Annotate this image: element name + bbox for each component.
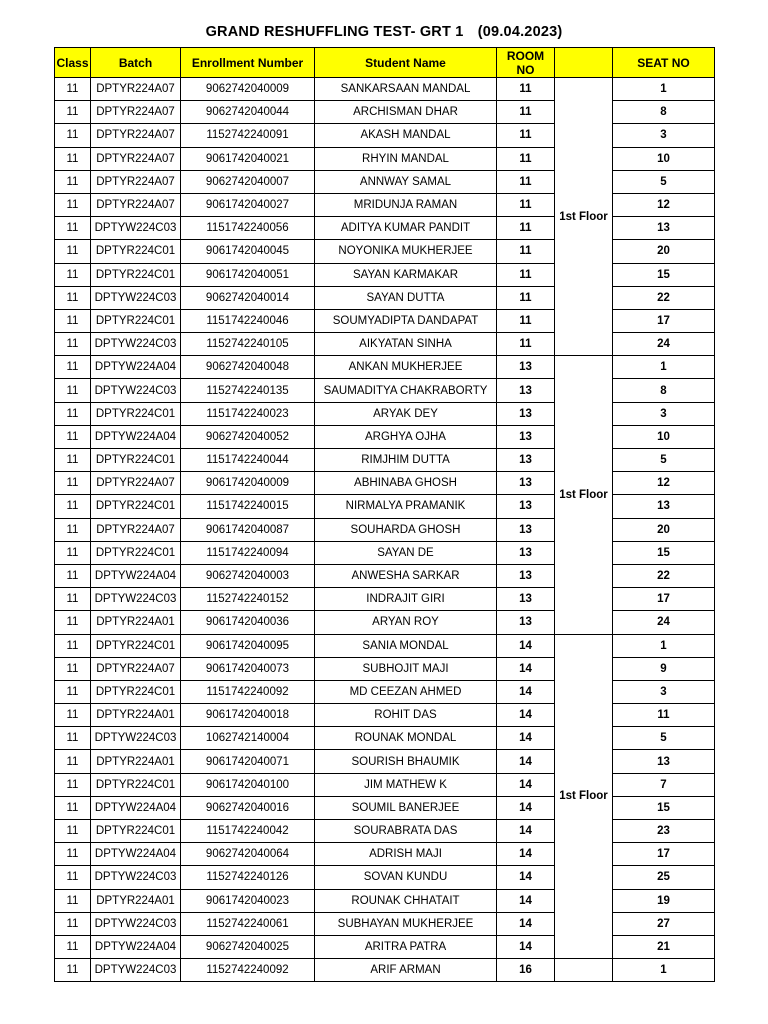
cell-room-no: 14 — [497, 657, 555, 680]
cell-student-name: SAYAN DUTTA — [315, 286, 497, 309]
cell-room-no: 11 — [497, 101, 555, 124]
cell-batch: DPTYW224C03 — [91, 379, 181, 402]
cell-class: 11 — [55, 912, 91, 935]
cell-class: 11 — [55, 889, 91, 912]
cell-batch: DPTYR224A07 — [91, 657, 181, 680]
cell-enrollment-number: 9061742040051 — [181, 263, 315, 286]
cell-enrollment-number: 1152742240091 — [181, 124, 315, 147]
cell-class: 11 — [55, 101, 91, 124]
cell-student-name: ANWESHA SARKAR — [315, 564, 497, 587]
cell-class: 11 — [55, 124, 91, 147]
table-row — [55, 379, 715, 402]
cell-batch: DPTYR224C01 — [91, 263, 181, 286]
cell-seat-no: 5 — [613, 449, 715, 472]
cell-seat-no: 24 — [613, 333, 715, 356]
cell-floor: 1st Floor — [555, 356, 613, 634]
cell-class: 11 — [55, 402, 91, 425]
cell-batch: DPTYW224C03 — [91, 959, 181, 982]
cell-enrollment-number: 1151742240046 — [181, 309, 315, 332]
cell-student-name: JIM MATHEW K — [315, 773, 497, 796]
cell-student-name: ANKAN MUKHERJEE — [315, 356, 497, 379]
cell-seat-no: 1 — [613, 634, 715, 657]
cell-batch: DPTYW224A04 — [91, 564, 181, 587]
cell-student-name: SAYAN DE — [315, 541, 497, 564]
cell-seat-no: 1 — [613, 959, 715, 982]
cell-room-no: 14 — [497, 680, 555, 703]
table-row — [55, 820, 715, 843]
cell-seat-no: 3 — [613, 680, 715, 703]
cell-class: 11 — [55, 217, 91, 240]
cell-student-name: RIMJHIM DUTTA — [315, 449, 497, 472]
cell-seat-no: 5 — [613, 727, 715, 750]
cell-seat-no: 10 — [613, 147, 715, 170]
table-row — [55, 889, 715, 912]
cell-seat-no: 27 — [613, 912, 715, 935]
cell-room-no: 11 — [497, 170, 555, 193]
table-row — [55, 286, 715, 309]
header-student-name: Student Name — [315, 48, 497, 78]
header-enrollment-number: Enrollment Number — [181, 48, 315, 78]
cell-student-name: AKASH MANDAL — [315, 124, 497, 147]
cell-batch: DPTYR224A01 — [91, 704, 181, 727]
cell-enrollment-number: 9061742040018 — [181, 704, 315, 727]
cell-seat-no: 20 — [613, 240, 715, 263]
cell-class: 11 — [55, 704, 91, 727]
table-row — [55, 217, 715, 240]
cell-enrollment-number: 9061742040100 — [181, 773, 315, 796]
table-row — [55, 704, 715, 727]
cell-room-no: 11 — [497, 193, 555, 216]
cell-room-no: 16 — [497, 959, 555, 982]
cell-class: 11 — [55, 843, 91, 866]
cell-batch: DPTYW224C03 — [91, 217, 181, 240]
cell-batch: DPTYW224A04 — [91, 425, 181, 448]
cell-enrollment-number: 1152742240152 — [181, 588, 315, 611]
cell-class: 11 — [55, 657, 91, 680]
cell-enrollment-number: 1062742140004 — [181, 727, 315, 750]
cell-batch: DPTYR224A07 — [91, 518, 181, 541]
cell-room-no: 11 — [497, 333, 555, 356]
cell-seat-no: 11 — [613, 704, 715, 727]
cell-enrollment-number: 1152742240092 — [181, 959, 315, 982]
table-row — [55, 472, 715, 495]
cell-enrollment-number: 9061742040045 — [181, 240, 315, 263]
cell-seat-no: 1 — [613, 356, 715, 379]
cell-class: 11 — [55, 333, 91, 356]
cell-enrollment-number: 1151742240092 — [181, 680, 315, 703]
cell-room-no: 14 — [497, 750, 555, 773]
cell-room-no: 13 — [497, 402, 555, 425]
cell-batch: DPTYR224C01 — [91, 449, 181, 472]
cell-student-name: SANIA MONDAL — [315, 634, 497, 657]
cell-student-name: SOUMYADIPTA DANDAPAT — [315, 309, 497, 332]
cell-batch: DPTYW224C03 — [91, 588, 181, 611]
cell-class: 11 — [55, 611, 91, 634]
cell-student-name: NOYONIKA MUKHERJEE — [315, 240, 497, 263]
cell-student-name: NIRMALYA PRAMANIK — [315, 495, 497, 518]
cell-class: 11 — [55, 472, 91, 495]
table-row — [55, 193, 715, 216]
cell-class: 11 — [55, 935, 91, 958]
table-body — [55, 78, 715, 982]
table-header-row — [55, 48, 715, 78]
table-row — [55, 309, 715, 332]
table-row — [55, 657, 715, 680]
cell-class: 11 — [55, 193, 91, 216]
cell-enrollment-number: 9062742040014 — [181, 286, 315, 309]
cell-room-no: 13 — [497, 611, 555, 634]
cell-batch: DPTYW224C03 — [91, 333, 181, 356]
table-row — [55, 866, 715, 889]
header-batch: Batch — [91, 48, 181, 78]
cell-seat-no: 12 — [613, 472, 715, 495]
cell-class: 11 — [55, 425, 91, 448]
title-date: (09.04.2023) — [477, 24, 563, 40]
cell-enrollment-number: 9061742040027 — [181, 193, 315, 216]
cell-student-name: ABHINABA GHOSH — [315, 472, 497, 495]
cell-seat-no: 15 — [613, 541, 715, 564]
table-row — [55, 240, 715, 263]
table-row — [55, 356, 715, 379]
cell-seat-no: 15 — [613, 796, 715, 819]
cell-seat-no: 20 — [613, 518, 715, 541]
cell-room-no: 11 — [497, 240, 555, 263]
cell-room-no: 13 — [497, 588, 555, 611]
cell-seat-no: 15 — [613, 263, 715, 286]
cell-room-no: 14 — [497, 634, 555, 657]
cell-student-name: ARCHISMAN DHAR — [315, 101, 497, 124]
cell-batch: DPTYR224C01 — [91, 309, 181, 332]
cell-room-no: 14 — [497, 820, 555, 843]
cell-enrollment-number: 9061742040023 — [181, 889, 315, 912]
cell-student-name: SUBHOJIT MAJI — [315, 657, 497, 680]
cell-room-no: 11 — [497, 147, 555, 170]
cell-class: 11 — [55, 750, 91, 773]
cell-class: 11 — [55, 866, 91, 889]
cell-enrollment-number: 9062742040025 — [181, 935, 315, 958]
cell-enrollment-number: 9061742040009 — [181, 472, 315, 495]
table-row — [55, 170, 715, 193]
cell-room-no: 13 — [497, 425, 555, 448]
cell-class: 11 — [55, 588, 91, 611]
table-row — [55, 796, 715, 819]
cell-room-no: 11 — [497, 124, 555, 147]
cell-class: 11 — [55, 727, 91, 750]
cell-class: 11 — [55, 147, 91, 170]
cell-seat-no: 17 — [613, 843, 715, 866]
cell-enrollment-number: 1152742240105 — [181, 333, 315, 356]
cell-seat-no: 24 — [613, 611, 715, 634]
cell-seat-no: 21 — [613, 935, 715, 958]
cell-student-name: AIKYATAN SINHA — [315, 333, 497, 356]
cell-seat-no: 25 — [613, 866, 715, 889]
cell-seat-no: 22 — [613, 286, 715, 309]
cell-batch: DPTYR224A07 — [91, 78, 181, 101]
cell-room-no: 14 — [497, 727, 555, 750]
cell-seat-no: 3 — [613, 124, 715, 147]
cell-class: 11 — [55, 634, 91, 657]
seat-allocation-table — [54, 47, 715, 982]
cell-class: 11 — [55, 309, 91, 332]
cell-enrollment-number: 9061742040021 — [181, 147, 315, 170]
table-row — [55, 634, 715, 657]
cell-room-no: 13 — [497, 495, 555, 518]
cell-student-name: ARGHYA OJHA — [315, 425, 497, 448]
cell-seat-no: 13 — [613, 495, 715, 518]
cell-student-name: MRIDUNJA RAMAN — [315, 193, 497, 216]
cell-enrollment-number: 9062742040048 — [181, 356, 315, 379]
cell-batch: DPTYW224A04 — [91, 796, 181, 819]
cell-enrollment-number: 9061742040036 — [181, 611, 315, 634]
cell-batch: DPTYW224A04 — [91, 935, 181, 958]
cell-room-no: 14 — [497, 843, 555, 866]
cell-seat-no: 13 — [613, 217, 715, 240]
cell-room-no: 11 — [497, 78, 555, 101]
cell-room-no: 11 — [497, 217, 555, 240]
table-row — [55, 449, 715, 472]
table-row — [55, 101, 715, 124]
table-row — [55, 680, 715, 703]
cell-student-name: SOVAN KUNDU — [315, 866, 497, 889]
cell-student-name: ROHIT DAS — [315, 704, 497, 727]
table-row — [55, 495, 715, 518]
cell-class: 11 — [55, 820, 91, 843]
cell-student-name: ROUNAK MONDAL — [315, 727, 497, 750]
cell-seat-no: 3 — [613, 402, 715, 425]
table-row — [55, 263, 715, 286]
cell-floor: 1st Floor — [555, 78, 613, 356]
cell-class: 11 — [55, 379, 91, 402]
cell-room-no: 14 — [497, 935, 555, 958]
cell-seat-no: 23 — [613, 820, 715, 843]
cell-floor — [555, 959, 613, 982]
cell-enrollment-number: 9062742040016 — [181, 796, 315, 819]
cell-batch: DPTYW224A04 — [91, 843, 181, 866]
table-row — [55, 611, 715, 634]
cell-class: 11 — [55, 495, 91, 518]
cell-enrollment-number: 9062742040052 — [181, 425, 315, 448]
cell-seat-no: 12 — [613, 193, 715, 216]
cell-batch: DPTYW224C03 — [91, 727, 181, 750]
cell-enrollment-number: 9061742040071 — [181, 750, 315, 773]
cell-enrollment-number: 1152742240135 — [181, 379, 315, 402]
cell-class: 11 — [55, 773, 91, 796]
cell-student-name: RHYIN MANDAL — [315, 147, 497, 170]
cell-enrollment-number: 1152742240061 — [181, 912, 315, 935]
cell-seat-no: 13 — [613, 750, 715, 773]
cell-batch: DPTYR224A01 — [91, 611, 181, 634]
cell-room-no: 11 — [497, 286, 555, 309]
cell-enrollment-number: 9062742040009 — [181, 78, 315, 101]
cell-student-name: ARITRA PATRA — [315, 935, 497, 958]
cell-room-no: 11 — [497, 263, 555, 286]
cell-room-no: 13 — [497, 541, 555, 564]
cell-student-name: SOUMIL BANERJEE — [315, 796, 497, 819]
cell-batch: DPTYR224C01 — [91, 402, 181, 425]
cell-batch: DPTYR224A01 — [91, 750, 181, 773]
cell-batch: DPTYR224A07 — [91, 170, 181, 193]
cell-student-name: SAYAN KARMAKAR — [315, 263, 497, 286]
cell-class: 11 — [55, 449, 91, 472]
cell-enrollment-number: 1151742240023 — [181, 402, 315, 425]
cell-student-name: ARYAK DEY — [315, 402, 497, 425]
cell-seat-no: 9 — [613, 657, 715, 680]
cell-room-no: 13 — [497, 564, 555, 587]
table-row — [55, 588, 715, 611]
cell-batch: DPTYR224A07 — [91, 101, 181, 124]
cell-student-name: ROUNAK CHHATAIT — [315, 889, 497, 912]
cell-class: 11 — [55, 518, 91, 541]
cell-student-name: ADRISH MAJI — [315, 843, 497, 866]
cell-seat-no: 10 — [613, 425, 715, 448]
cell-class: 11 — [55, 680, 91, 703]
cell-class: 11 — [55, 170, 91, 193]
cell-student-name: ANNWAY SAMAL — [315, 170, 497, 193]
document-title — [0, 24, 768, 40]
header-room-no: ROOM NO — [497, 48, 555, 78]
cell-batch: DPTYR224C01 — [91, 680, 181, 703]
table-row — [55, 727, 715, 750]
cell-batch: DPTYR224C01 — [91, 240, 181, 263]
cell-class: 11 — [55, 356, 91, 379]
cell-seat-no: 1 — [613, 78, 715, 101]
cell-room-no: 14 — [497, 889, 555, 912]
cell-batch: DPTYR224A07 — [91, 472, 181, 495]
cell-seat-no: 19 — [613, 889, 715, 912]
cell-batch: DPTYR224C01 — [91, 773, 181, 796]
cell-student-name: SANKARSAAN MANDAL — [315, 78, 497, 101]
table-row — [55, 147, 715, 170]
cell-room-no: 14 — [497, 912, 555, 935]
cell-room-no: 13 — [497, 449, 555, 472]
cell-room-no: 13 — [497, 518, 555, 541]
cell-batch: DPTYR224C01 — [91, 820, 181, 843]
cell-room-no: 11 — [497, 309, 555, 332]
cell-enrollment-number: 1151742240044 — [181, 449, 315, 472]
cell-class: 11 — [55, 796, 91, 819]
table-row — [55, 333, 715, 356]
table-row — [55, 425, 715, 448]
cell-enrollment-number: 1151742240015 — [181, 495, 315, 518]
table-row — [55, 124, 715, 147]
cell-room-no: 13 — [497, 356, 555, 379]
cell-enrollment-number: 9061742040095 — [181, 634, 315, 657]
cell-enrollment-number: 1152742240126 — [181, 866, 315, 889]
table-row — [55, 564, 715, 587]
cell-room-no: 14 — [497, 773, 555, 796]
cell-enrollment-number: 1151742240042 — [181, 820, 315, 843]
cell-room-no: 14 — [497, 866, 555, 889]
table-row — [55, 541, 715, 564]
cell-seat-no: 8 — [613, 101, 715, 124]
header-seat-no: SEAT NO — [613, 48, 715, 78]
table-row — [55, 843, 715, 866]
table-row — [55, 750, 715, 773]
cell-student-name: ADITYA KUMAR PANDIT — [315, 217, 497, 240]
cell-enrollment-number: 9062742040044 — [181, 101, 315, 124]
cell-enrollment-number: 1151742240094 — [181, 541, 315, 564]
cell-batch: DPTYW224C03 — [91, 286, 181, 309]
cell-student-name: SOURABRATA DAS — [315, 820, 497, 843]
cell-class: 11 — [55, 564, 91, 587]
cell-seat-no: 7 — [613, 773, 715, 796]
cell-room-no: 13 — [497, 472, 555, 495]
cell-enrollment-number: 1151742240056 — [181, 217, 315, 240]
cell-batch: DPTYR224A07 — [91, 193, 181, 216]
cell-room-no: 14 — [497, 704, 555, 727]
cell-batch: DPTYW224C03 — [91, 912, 181, 935]
cell-class: 11 — [55, 263, 91, 286]
cell-class: 11 — [55, 541, 91, 564]
cell-batch: DPTYR224C01 — [91, 541, 181, 564]
cell-enrollment-number: 9062742040064 — [181, 843, 315, 866]
cell-room-no: 14 — [497, 796, 555, 819]
table-row — [55, 78, 715, 101]
table-row — [55, 402, 715, 425]
table-row — [55, 912, 715, 935]
cell-enrollment-number: 9061742040087 — [181, 518, 315, 541]
table-row — [55, 773, 715, 796]
cell-student-name: SUBHAYAN MUKHERJEE — [315, 912, 497, 935]
header-class: Class — [55, 48, 91, 78]
cell-batch: DPTYR224A01 — [91, 889, 181, 912]
cell-enrollment-number: 9062742040003 — [181, 564, 315, 587]
cell-enrollment-number: 9061742040073 — [181, 657, 315, 680]
cell-batch: DPTYW224C03 — [91, 866, 181, 889]
cell-batch: DPTYR224C01 — [91, 495, 181, 518]
cell-student-name: SAUMADITYA CHAKRABORTY — [315, 379, 497, 402]
cell-seat-no: 17 — [613, 588, 715, 611]
title-text: GRAND RESHUFFLING TEST- GRT 1 — [205, 24, 464, 40]
cell-class: 11 — [55, 959, 91, 982]
header-floor — [555, 48, 613, 78]
cell-student-name: MD CEEZAN AHMED — [315, 680, 497, 703]
cell-student-name: SOUHARDA GHOSH — [315, 518, 497, 541]
cell-seat-no: 22 — [613, 564, 715, 587]
cell-seat-no: 5 — [613, 170, 715, 193]
cell-seat-no: 8 — [613, 379, 715, 402]
table-row — [55, 959, 715, 982]
cell-student-name: ARIF ARMAN — [315, 959, 497, 982]
cell-floor: 1st Floor — [555, 634, 613, 959]
cell-batch: DPTYR224A07 — [91, 147, 181, 170]
cell-batch: DPTYW224A04 — [91, 356, 181, 379]
cell-seat-no: 17 — [613, 309, 715, 332]
table-row — [55, 935, 715, 958]
cell-student-name: INDRAJIT GIRI — [315, 588, 497, 611]
cell-enrollment-number: 9062742040007 — [181, 170, 315, 193]
cell-batch: DPTYR224A07 — [91, 124, 181, 147]
table-row — [55, 518, 715, 541]
cell-batch: DPTYR224C01 — [91, 634, 181, 657]
cell-student-name: ARYAN ROY — [315, 611, 497, 634]
cell-student-name: SOURISH BHAUMIK — [315, 750, 497, 773]
cell-room-no: 13 — [497, 379, 555, 402]
cell-class: 11 — [55, 78, 91, 101]
cell-class: 11 — [55, 240, 91, 263]
cell-class: 11 — [55, 286, 91, 309]
